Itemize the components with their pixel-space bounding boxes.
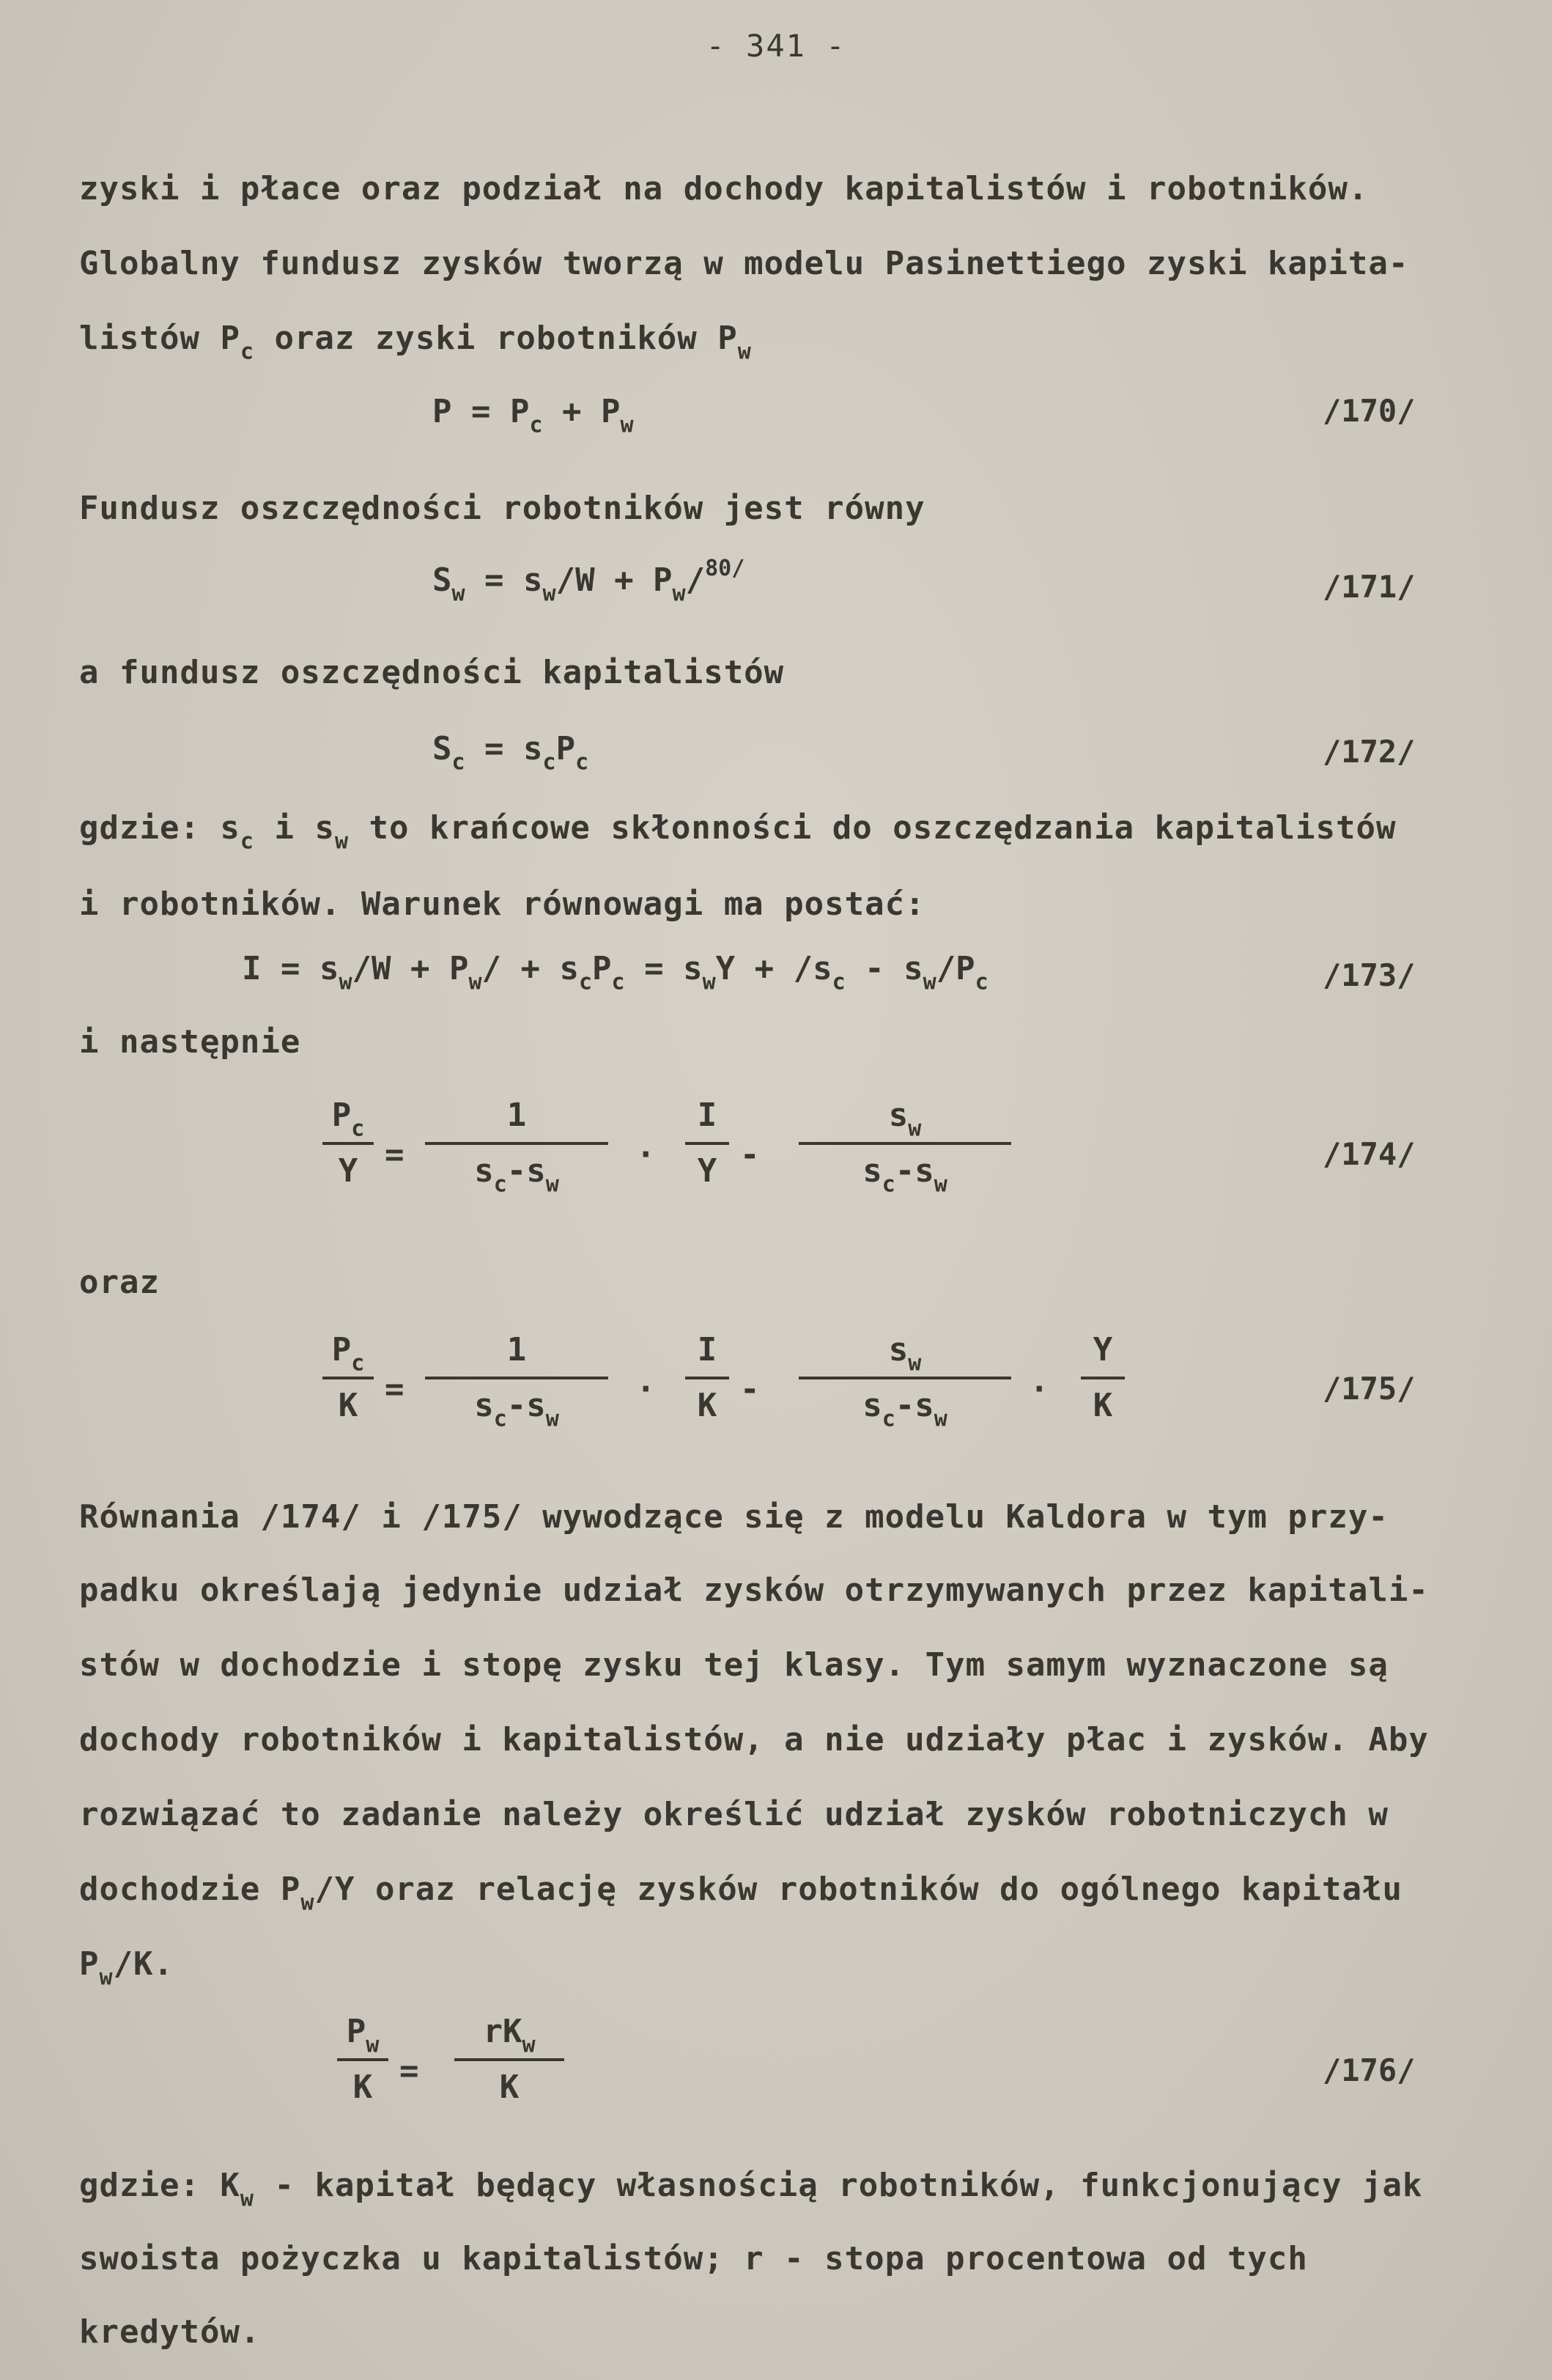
text-line: $P_w/K$. bbox=[79, 1945, 174, 1991]
text-line: zyski i płace oraz podział na dochody kapitalistów i robotników. bbox=[79, 170, 1369, 207]
fraction: $\frac{s_w}{s_c-s_w}$ bbox=[799, 1099, 1011, 1187]
fraction: $\frac{P_c}{K}$ bbox=[322, 1334, 374, 1422]
text-line: swoista pożyczka u kapitalistów; r - stopa procentowa od tych bbox=[79, 2240, 1308, 2277]
text-line: rozwiązać to zadanie należy określić udział zysków robotniczych w bbox=[79, 1796, 1389, 1833]
equation-number: /170/ bbox=[1323, 393, 1416, 429]
fraction: $\frac{1}{s_c-s_w}$ bbox=[425, 1334, 608, 1422]
text-line: Równania /174/ i /175/ wywodzące się z modelu Kaldora w tym przy- bbox=[79, 1498, 1389, 1536]
text-line: gdzie: $K_w$ - kapitał będący własnością robotników, funkcjonujący jak bbox=[79, 2167, 1423, 2212]
text-line: dochodzie $P_w/Y$ oraz relację zysków robotników do ogólnego kapitału bbox=[79, 1871, 1403, 1916]
equation-172: $S_c = s_cP_c$ bbox=[432, 730, 589, 775]
document-page: - 341 - zyski i płace oraz podział na dochody kapitalistów i robotników. Globalny fundusz zysków tworzą w modelu Pasinettiego zyski kapita- listów $P_c$ oraz zyski robotników $P_w$ $P = P_c + P_w$ /170/ Fundusz oszczędności robotników jest równy $S_w = s_w/W + P_w/^{80/}$ /171/ a fundusz oszczędności kapitalistów $S_c = s_cP_c$ /172/ gdzie: $s_c$ i $s_w$ to krańcowe skłonności do oszczędzania kapitalistów i robotników. Warunek równowagi ma postać: $I = s_w/W + P_w/ + s_cP_c = s_wY + /s_c - s_w/P_c$ /173/ i następnie $\frac{P_c}{Y}$ = $\frac{1}{s_c-s_w}$ · $\frac{I}{Y}$ - $\frac{s_w}{s_c-s_w}$ /174/ oraz $\frac{P_c}{K}$ = $\frac{1}{s_c-s_w}$ · $\frac{I}{K}$ - $\frac{s_w}{s_c-s_w}$ · $\frac{Y}{K}$ /175/ Równania /174/ i /175/ wywodzące się z modelu Kaldora w tym przy- padku określają jedynie udział zysków otrzymywanych przez kapitali- stów w dochodzie i stopę zysku tej klasy. Tym samym wyznaczone są dochody robotników i kapitalistów, a nie udziały płac i zysków. Aby rozwiązać to zadanie należy określić udział zysków robotniczych w dochodzie $P_w/Y$ oraz relację zysków robotników do ogólnego kapitału $P_w/K$. $\frac{P_w}{K}$ = $rK_w$ K /176/ gdzie: $K_w$ - kapitał będący własnością robotników, funkcjonujący jak swoista pożyczka u kapitalistów; r - stopa procentowa od tych kredytów. bbox=[0, 0, 1552, 2380]
fraction: $\frac{I}{Y}$ bbox=[685, 1099, 729, 1187]
fraction: $\frac{Y}{K}$ bbox=[1081, 1334, 1125, 1422]
text-line: oraz bbox=[79, 1264, 160, 1301]
page-number: - 341 - bbox=[706, 28, 846, 64]
equation-number: /176/ bbox=[1323, 2052, 1416, 2088]
text-line: a fundusz oszczędności kapitalistów bbox=[79, 654, 785, 691]
equation-number: /173/ bbox=[1323, 957, 1416, 993]
fraction: $rK_w$ K bbox=[454, 2016, 564, 2104]
text-line: padku określają jedynie udział zysków otrzymywanych przez kapitali- bbox=[79, 1572, 1429, 1609]
text-line: i robotników. Warunek równowagi ma postać: bbox=[79, 885, 925, 923]
equation-171: $S_w = s_w/W + P_w/^{80/}$ bbox=[432, 556, 745, 607]
text-line: i następnie bbox=[79, 1023, 301, 1061]
fraction: $\frac{I}{K}$ bbox=[685, 1334, 729, 1422]
text-line: Fundusz oszczędności robotników jest równy bbox=[79, 490, 925, 527]
text-line: Globalny fundusz zysków tworzą w modelu Pasinettiego zyski kapita- bbox=[79, 245, 1409, 282]
text-line: dochody robotników i kapitalistów, a nie udziały płac i zysków. Aby bbox=[79, 1721, 1429, 1758]
equation-170: $P = P_c + P_w$ bbox=[432, 393, 634, 438]
fraction: $\frac{P_c}{Y}$ bbox=[322, 1099, 374, 1187]
text-line: kredytów. bbox=[79, 2313, 261, 2351]
equation-number: /174/ bbox=[1323, 1136, 1416, 1172]
text-line: stów w dochodzie i stopę zysku tej klasy. Tym samym wyznaczone są bbox=[79, 1646, 1389, 1684]
text-line: listów $P_c$ oraz zyski robotników $P_w$ bbox=[79, 320, 752, 365]
equation-number: /172/ bbox=[1323, 734, 1416, 770]
fraction: $\frac{P_w}{K}$ bbox=[337, 2016, 388, 2104]
equation-173: $I = s_w/W + P_w/ + s_cP_c = s_wY + /s_c - s_w/P_c$ bbox=[242, 950, 989, 995]
equation-number: /171/ bbox=[1323, 569, 1416, 605]
text-line: gdzie: $s_c$ i $s_w$ to krańcowe skłonności do oszczędzania kapitalistów bbox=[79, 809, 1397, 855]
fraction: $\frac{s_w}{s_c-s_w}$ bbox=[799, 1334, 1011, 1422]
fraction: $\frac{1}{s_c-s_w}$ bbox=[425, 1099, 608, 1187]
equation-number: /175/ bbox=[1323, 1371, 1416, 1407]
